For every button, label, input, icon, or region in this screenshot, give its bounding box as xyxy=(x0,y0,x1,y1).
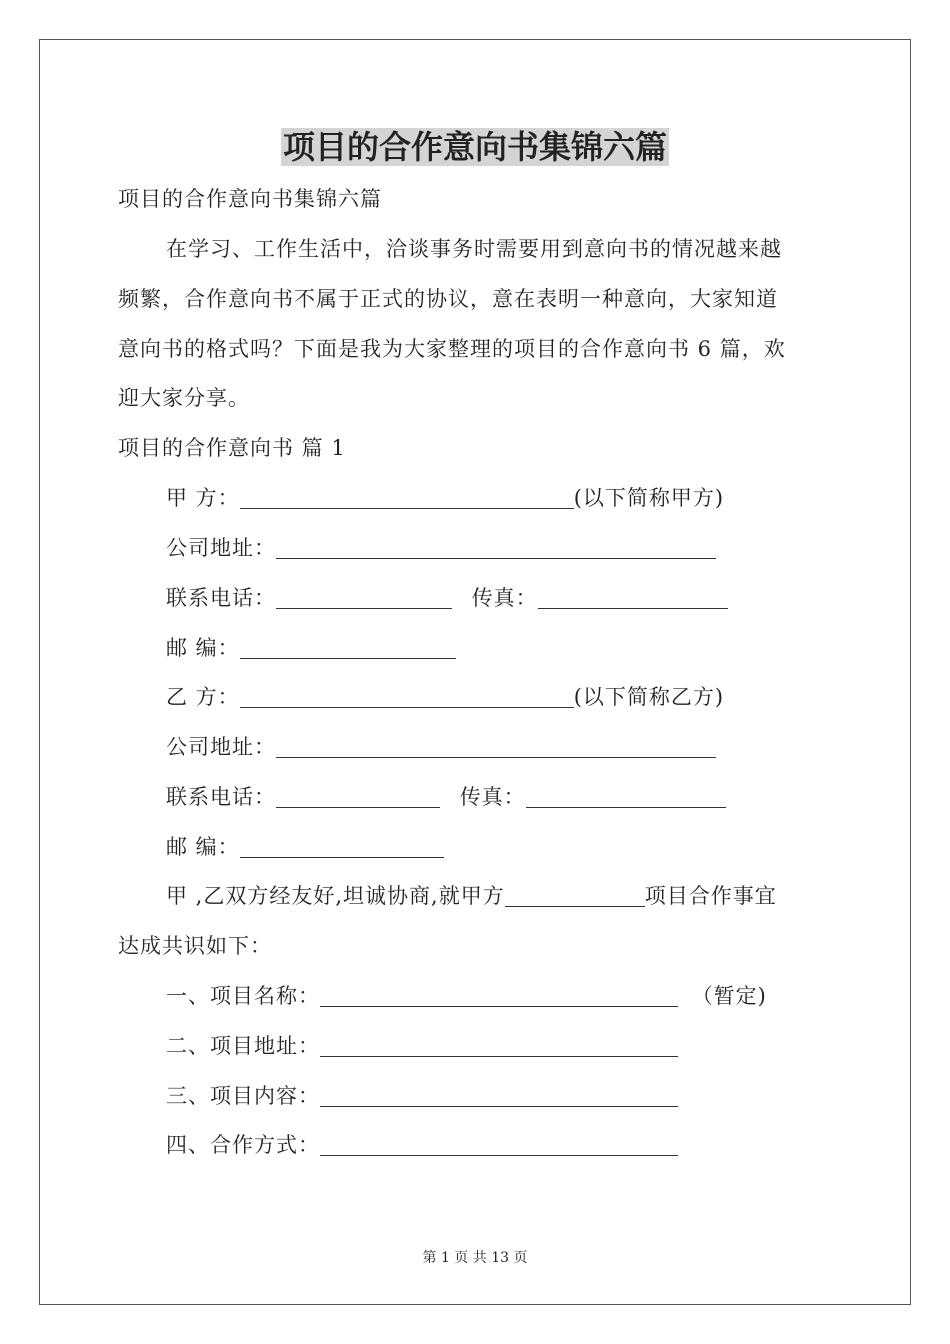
party-b-phone-label: 联系电话： xyxy=(166,785,276,809)
party-b-zip-row xyxy=(166,832,444,862)
document-subtitle: 项目的合作意向书集锦六篇 xyxy=(118,187,382,211)
item-suffix: （暂定) xyxy=(691,984,767,1008)
intro-line-3: 意向书的格式吗？下面是我为大家整理的项目的合作意向书 6 篇，欢 xyxy=(118,337,786,361)
party-a-fax-blank[interactable] xyxy=(538,588,728,609)
document-title: 项目的合作意向书集锦六篇 xyxy=(282,128,667,166)
agreement-end: 项目合作事宜 xyxy=(644,884,777,908)
party-b-address-row xyxy=(166,732,716,762)
party-a-label: 甲 方： xyxy=(166,486,240,510)
party-a-address-row xyxy=(166,533,716,563)
party-b-label: 乙 方： xyxy=(166,685,240,709)
party-a-row xyxy=(166,483,724,513)
item-project-content-blank[interactable] xyxy=(320,1086,678,1107)
item-label: 四、合作方式： xyxy=(166,1133,320,1157)
intro-line-4: 迎大家分享。 xyxy=(118,386,250,410)
party-a-zip-label: 邮 编： xyxy=(166,636,240,660)
party-a-zip-blank[interactable] xyxy=(240,638,456,659)
agreement-line-2: 达成共识如下： xyxy=(118,934,272,958)
item-project-content xyxy=(166,1081,678,1111)
party-a-phone-blank[interactable] xyxy=(276,588,452,609)
agreement-project-blank[interactable] xyxy=(505,886,645,907)
agreement-start: 甲 ,乙双方经友好,坦诚协商,就甲方 xyxy=(166,884,505,908)
party-b-address-label: 公司地址： xyxy=(166,735,276,759)
item-project-address xyxy=(166,1031,678,1061)
intro-line-2: 频繁，合作意向书不属于正式的协议，意在表明一种意向，大家知道 xyxy=(118,287,778,311)
party-b-zip-label: 邮 编： xyxy=(166,835,240,859)
item-project-address-blank[interactable] xyxy=(320,1036,678,1057)
party-a-address-label: 公司地址： xyxy=(166,536,276,560)
party-b-address-blank[interactable] xyxy=(276,737,716,758)
party-b-zip-blank[interactable] xyxy=(240,837,444,858)
party-b-fax-label: 传真： xyxy=(459,785,526,809)
page-border xyxy=(39,39,911,1305)
party-b-suffix: (以下简称乙方) xyxy=(573,685,725,709)
party-b-fax-blank[interactable] xyxy=(526,787,726,808)
item-cooperation-mode-blank[interactable] xyxy=(320,1135,678,1156)
party-b-phone-row xyxy=(166,782,726,812)
item-label: 二、项目地址： xyxy=(166,1034,320,1058)
item-project-name xyxy=(166,981,767,1011)
party-a-zip-row xyxy=(166,633,456,663)
party-a-address-blank[interactable] xyxy=(276,538,716,559)
party-a-suffix: (以下简称甲方) xyxy=(573,486,725,510)
party-b-blank[interactable] xyxy=(240,687,574,708)
party-b-phone-blank[interactable] xyxy=(276,787,440,808)
party-b-row xyxy=(166,682,724,712)
item-label: 三、项目内容： xyxy=(166,1084,320,1108)
party-a-blank[interactable] xyxy=(240,488,574,509)
section-heading: 项目的合作意向书 篇 1 xyxy=(118,436,346,460)
agreement-line-1 xyxy=(166,881,777,911)
party-a-phone-row xyxy=(166,583,728,613)
party-a-phone-label: 联系电话： xyxy=(166,586,276,610)
item-label: 一、项目名称： xyxy=(166,984,320,1008)
page-footer: 第 1 页 共 13 页 xyxy=(422,1250,528,1266)
party-a-fax-label: 传真： xyxy=(471,586,538,610)
item-project-name-blank[interactable] xyxy=(320,986,678,1007)
item-cooperation-mode xyxy=(166,1130,678,1160)
intro-line-1: 在学习、工作生活中，洽谈事务时需要用到意向书的情况越来越 xyxy=(166,237,782,261)
